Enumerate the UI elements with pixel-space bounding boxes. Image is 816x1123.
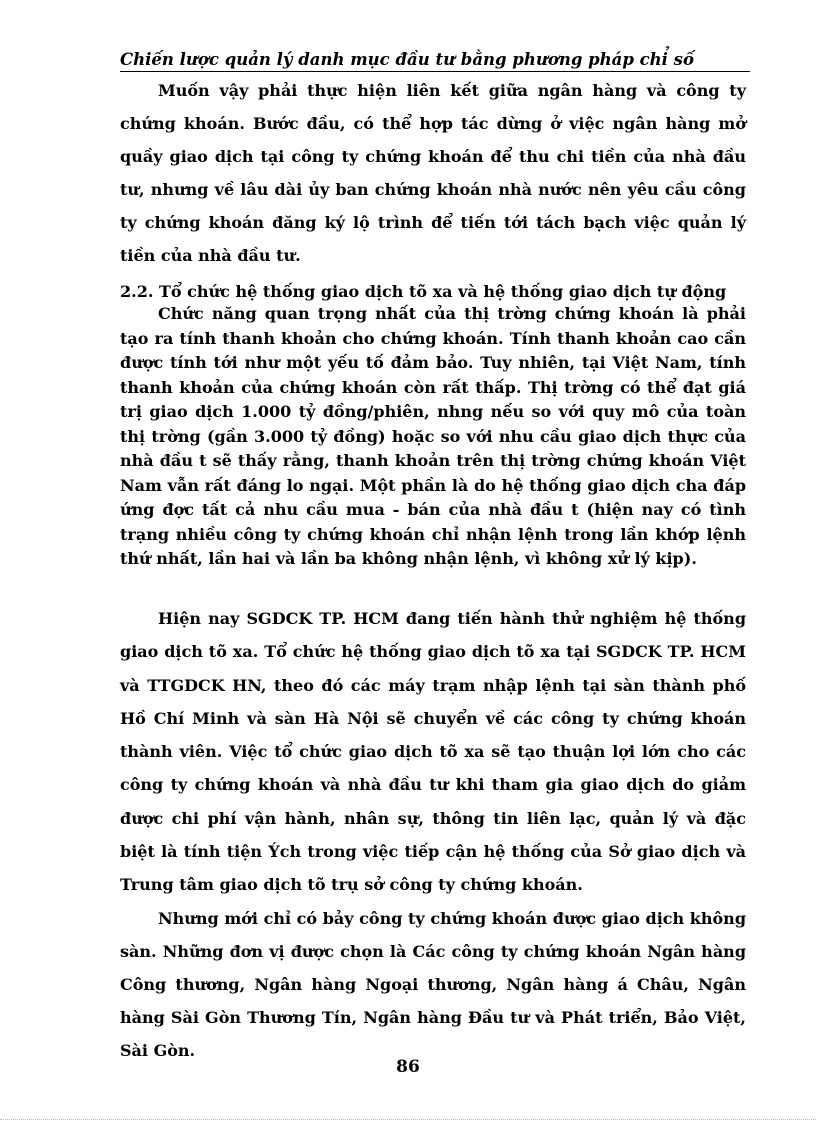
paragraph-4 xyxy=(120,902,746,1067)
paragraph-3 xyxy=(120,602,746,902)
paragraph-2 xyxy=(120,302,746,572)
running-header: Chiến lược quản lý danh mục đầu tư bằng phương pháp chỉ số xyxy=(120,50,750,72)
page-number: 86 xyxy=(396,1057,420,1077)
paragraph-1 xyxy=(120,74,746,272)
paragraph-1-text: Muốn vậy phải thực hiện liên kết giữa ngân hàng và công ty chứng khoán. Bước đầu, có thể hợp tác dừng ở việc ngân hàng mở quầy giao dịch tại công ty chứng khoán để thu chi tiền của nhà đầu tư, nhưng về lâu dài ủy ban chứng khoán nhà nước nên yêu cầu công ty chứng khoán đăng ký lộ trình để tiến tới tách bạch việc quản lý tiền của nhà đầu tư. xyxy=(120,81,746,265)
paragraph-2-text: Chức năng quan trọng nhất của thị trờng chứng khoán là phải tạo ra tính thanh khoản cho chứng khoán. Tính thanh khoản cao cần được tính tới như một yếu tố đảm bảo. Tuy nhiên, tại Việt Nam, tính thanh khoản của chứng khoán còn rất thấp. Thị trờng có thể đạt giá trị giao dịch 1.000 tỷ đồng/phiên, nhng nếu so với quy mô của toàn thị trờng (gần 3.000 tỷ đồng) hoặc so với nhu cầu giao dịch thực của nhà đầu t sẽ thấy rằng, thanh khoản trên thị trờng chứng khoán Việt Nam vẫn rất đáng lo ngại. Một phần là do hệ thống giao dịch cha đáp ứng đợc tất cả nhu cầu mua - bán của nhà đầu t (hiện nay có tình trạng nhiều công ty chứng khoán chỉ nhận lệnh trong lần khớp lệnh thứ nhất, lần hai và lần ba không nhận lệnh, vì không xử lý kịp). xyxy=(120,304,746,568)
section-heading: 2.2. Tổ chức hệ thống giao dịch tõ xa và hệ thống giao dịch tự động xyxy=(120,282,727,301)
paragraph-3-text: Hiện nay SGDCK TP. HCM đang tiến hành thử nghiệm hệ thống giao dịch tõ xa. Tổ chức hệ thống giao dịch tõ xa tại SGDCK TP. HCM và TTGDCK HN, theo đó các máy trạm nhập lệnh tại sàn thành phố Hồ Chí Minh và sàn Hà Nội sẽ chuyển về các công ty chứng khoán thành viên. Việc tổ chức giao dịch tõ xa sẽ tạo thuận lợi lớn cho các công ty chứng khoán và nhà đầu tư khi tham gia giao dịch do giảm được chi phí vận hành, nhân sự, thông tin liên lạc, quản lý và đặc biệt là tính tiện Ých trong việc tiếp cận hệ thống của Sở giao dịch và Trung tâm giao dịch tõ trụ sở công ty chứng khoán. xyxy=(120,609,746,895)
page-bottom-divider xyxy=(0,1119,816,1120)
paragraph-4-text: Nhưng mới chỉ có bảy công ty chứng khoán được giao dịch không sàn. Những đơn vị được chọn là Các công ty chứng khoán Ngân hàng Công thương, Ngân hàng Ngoại thương, Ngân hàng á Châu, Ngân hàng Sài Gòn Thương Tín, Ngân hàng Đầu tư và Phát triển, Bảo Việt, Sài Gòn. xyxy=(120,909,746,1060)
